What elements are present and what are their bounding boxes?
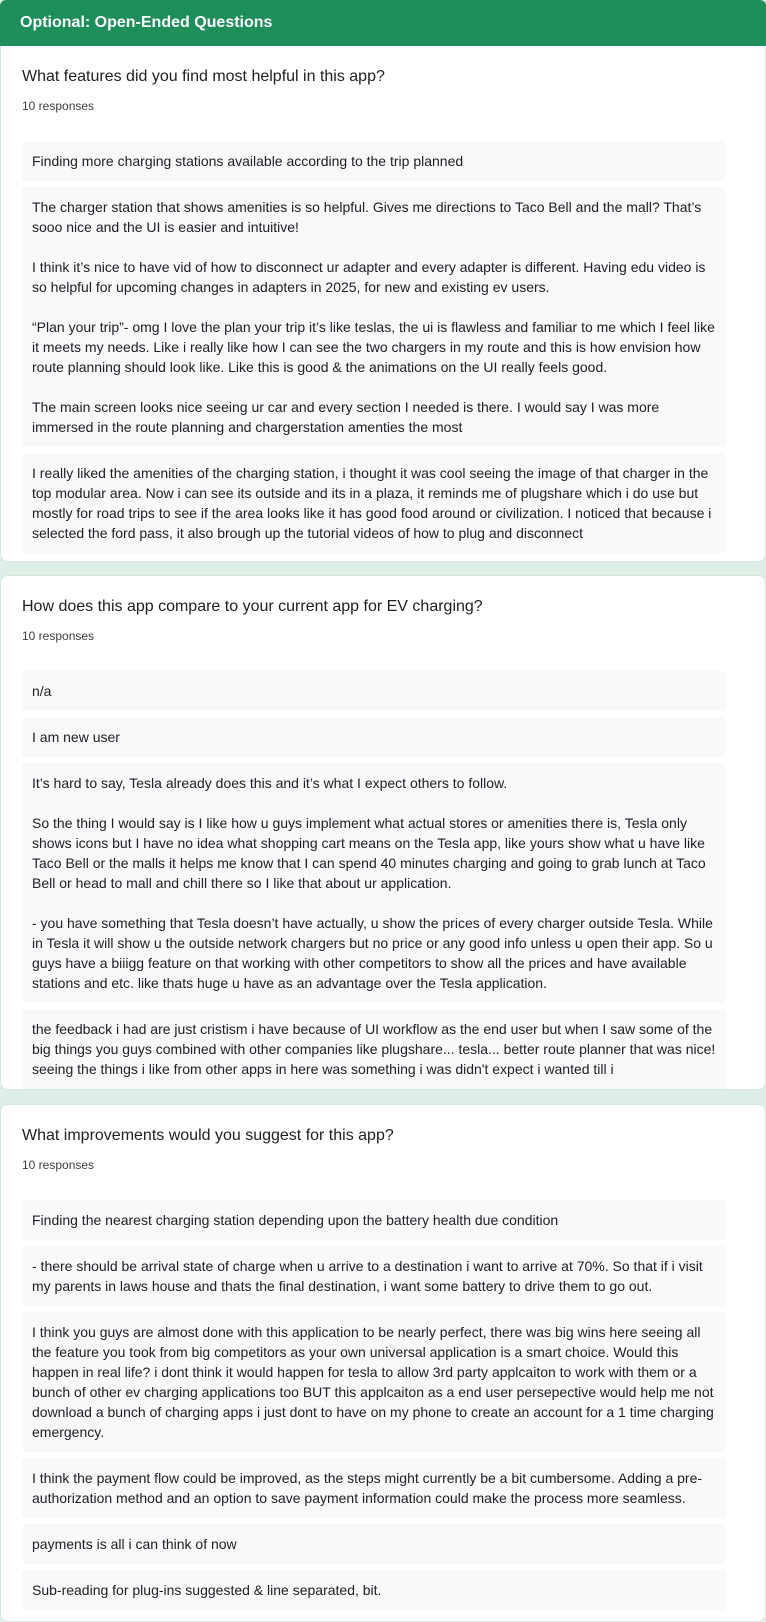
response-item: - there should be arrival state of charge when u arrive to a destination i want to arrive at 70%. So that if i visit my parents in laws house and thats the final destination, i want some battery to drive them to go out. xyxy=(22,1246,726,1306)
question-card-2 xyxy=(0,575,766,1090)
question-card-3 xyxy=(0,1104,766,1622)
response-item: I think the payment flow could be improved, as the steps might currently be a bit cumbersome. Adding a pre-authorization method and an option to save payment information could make the process more seamless. xyxy=(22,1458,726,1518)
response-count: 10 responses xyxy=(22,99,95,113)
question-title: What improvements would you suggest for this app? xyxy=(22,1127,394,1144)
response-item: Sub-reading for plug-ins suggested & line separated, bit. xyxy=(22,1570,726,1610)
response-item: n/a xyxy=(22,671,726,711)
response-count: 10 responses xyxy=(22,1158,95,1172)
section-title: Optional: Open-Ended Questions xyxy=(20,14,273,31)
response-item: payments is all i can think of now xyxy=(22,1524,726,1564)
response-list[interactable] xyxy=(22,671,726,1077)
question-card-1 xyxy=(0,46,766,562)
response-item: Finding more charging stations available according to the trip planned xyxy=(22,141,726,181)
response-item: I am new user xyxy=(22,717,726,757)
response-count: 10 responses xyxy=(22,629,95,643)
response-item: the feedback i had are just cristism i have because of UI workflow as the end user but when I saw some of the big things you guys combined with other companies like plugshare... tesla... better route planner that was nice! seeing the things i like from other apps in here was something i was didn't expect i wanted till i xyxy=(22,1009,726,1089)
response-list[interactable] xyxy=(22,1200,726,1600)
response-item: It’s hard to say, Tesla already does this and it’s what I expect others to follow. So the thing I would say is I like how u guys implement what actual stores or amenities there is, Tesla only shows icons but I have no idea what shopping cart means on the Tesla app, like yours show what u have like Taco Bell or the malls it helps me know that I can spend 40 minutes charging and going to grab lunch at Taco Bell or head to mall and chill there so I like that about ur application. - you have something that Tesla doesn’t have actually, u show the prices of every charger outside Tesla. While in Tesla it will show u the outside network chargers but no price or any good info unless u open their app. So u guys have a biiigg feature on that working with other competitors to show all the prices and have available stations and etc. like thats huge u have as an advantage over the Tesla application. xyxy=(22,763,726,1003)
response-list[interactable] xyxy=(22,141,726,541)
response-item: Finding the nearest charging station depending upon the battery health due condition xyxy=(22,1200,726,1240)
question-title: How does this app compare to your current app for EV charging? xyxy=(22,598,483,615)
response-item: The charger station that shows amenities is so helpful. Gives me directions to Taco Bell and the mall? That’s sooo nice and the UI is easier and intuitive! I think it’s nice to have vid of how to disconnect ur adapter and every adapter is different. Having edu video is so helpful for upcoming changes in adapters in 2025, for new and existing ev users. “Plan your trip”- omg I love the plan your trip it’s like teslas, the ui is flawless and familiar to me which I feel like it meets my needs. Like i really like how I can see the two chargers in my route and this is how envision how route planning should look like. Like this is good & the animations on the UI really feels good. The main screen looks nice seeing ur car and every section I needed is there. I would say I was more immersed in the route planning and chargerstation amenties the most xyxy=(22,187,726,447)
response-item: I think you guys are almost done with this application to be nearly perfect, there was big wins here seeing all the feature you took from big competitors as your own universal application is a smart choice. Would this happen in real life? i dont think it would happen for tesla to allow 3rd party applcaiton to work with them or a bunch of other ev charging applications too BUT this applcaiton as a end user persepective would help me not download a bunch of charging apps i just dont to have on my phone to create an account for a 1 time charging emergency. xyxy=(22,1312,726,1452)
section-header xyxy=(0,0,766,46)
response-item: I really liked the amenities of the charging station, i thought it was cool seeing the image of that charger in the top modular area. Now i can see its outside and its in a plaza, it reminds me of plugshare which i do use but mostly for road trips to see if the area looks like it has good food around or civilization. I noticed that because i selected the ford pass, it also brough up the tutorial videos of how to plug and disconnect xyxy=(22,453,726,553)
question-title: What features did you find most helpful in this app? xyxy=(22,68,385,85)
